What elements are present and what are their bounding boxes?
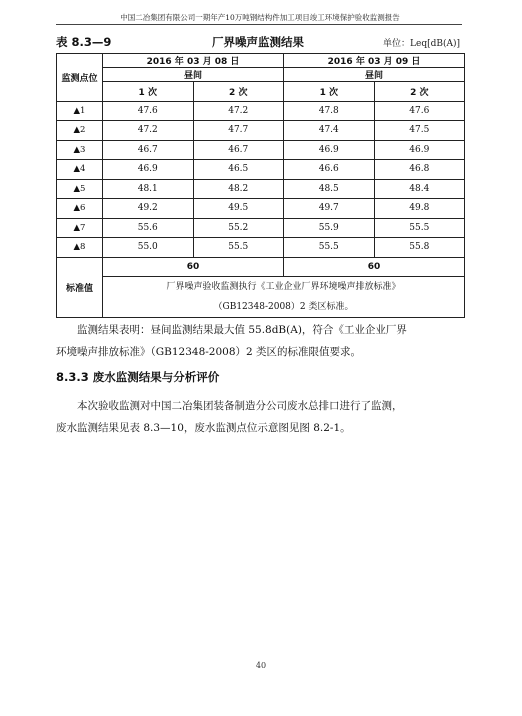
table-row	[57, 101, 465, 121]
result-line-1: 监测结果表明：昼间监测结果最大值 55.8dB(A)，符合《工业企业厂界	[77, 324, 407, 336]
standard-value: 60	[103, 257, 284, 277]
value-cell: 55.5	[374, 218, 465, 238]
wastewater-paragraph	[56, 395, 466, 439]
value-cell: 48.1	[103, 179, 194, 199]
table-row	[57, 140, 465, 160]
table-row	[57, 121, 465, 141]
header-period-1: 昼间	[103, 68, 284, 82]
header-period-2: 昼间	[284, 68, 465, 82]
point-cell: ▲5	[57, 179, 103, 199]
standard-text-row	[57, 277, 465, 298]
value-cell: 46.9	[374, 140, 465, 160]
standard-text-2: （GB12348-2008）2 类区标准。	[103, 297, 465, 318]
header-index: 2 次	[193, 82, 284, 102]
value-cell: 49.5	[193, 199, 284, 219]
point-cell: ▲6	[57, 199, 103, 219]
header-point-text: 监测点位	[61, 73, 98, 84]
point-cell: ▲1	[57, 101, 103, 121]
table-row	[57, 199, 465, 219]
value-cell: 47.7	[193, 121, 284, 141]
value-cell: 47.4	[284, 121, 375, 141]
value-cell: 48.5	[284, 179, 375, 199]
value-cell: 55.8	[374, 238, 465, 258]
value-cell: 49.8	[374, 199, 465, 219]
point-cell: ▲8	[57, 238, 103, 258]
table-row	[57, 238, 465, 258]
value-cell: 46.6	[284, 160, 375, 180]
value-cell: 47.2	[103, 121, 194, 141]
value-cell: 49.7	[284, 199, 375, 219]
value-cell: 46.7	[193, 140, 284, 160]
value-cell: 55.5	[284, 238, 375, 258]
header-date-1: 2016 年 03 月 08 日	[103, 54, 284, 68]
page-header: 中国二冶集团有限公司一期年产10万吨钢结构件加工项目竣工环境保护验收监测报告	[120, 13, 400, 22]
result-paragraph	[56, 319, 466, 363]
value-cell: 46.9	[103, 160, 194, 180]
value-cell: 55.9	[284, 218, 375, 238]
value-cell: 47.6	[374, 101, 465, 121]
result-line-2: 环境噪声排放标准》（GB12348-2008）2 类区的标准限值要求。	[56, 346, 362, 358]
value-cell: 47.6	[103, 101, 194, 121]
point-cell: ▲2	[57, 121, 103, 141]
value-cell: 46.9	[284, 140, 375, 160]
standard-row	[57, 257, 465, 277]
header-index: 1 次	[284, 82, 375, 102]
header-index: 2 次	[374, 82, 465, 102]
value-cell: 55.5	[193, 238, 284, 258]
value-cell: 55.6	[103, 218, 194, 238]
value-cell: 48.4	[374, 179, 465, 199]
standard-text-row	[57, 297, 465, 318]
table-row	[57, 160, 465, 180]
wastewater-line-2: 废水监测结果见表 8.3—10，废水监测点位示意图见图 8.2-1。	[56, 422, 351, 434]
value-cell: 46.8	[374, 160, 465, 180]
standard-label: 标准值	[57, 257, 103, 318]
value-cell: 49.2	[103, 199, 194, 219]
section-heading: 8.3.3 废水监测结果与分析评价	[56, 370, 220, 384]
value-cell: 48.2	[193, 179, 284, 199]
standard-text-1: 厂界噪声验收监测执行《工业企业厂界环境噪声排放标准》	[103, 277, 465, 298]
header-point	[57, 54, 103, 102]
point-cell: ▲4	[57, 160, 103, 180]
value-cell: 47.5	[374, 121, 465, 141]
header-date-2: 2016 年 03 月 09 日	[284, 54, 465, 68]
table-title: 厂界噪声监测结果	[212, 35, 304, 49]
page-number: 40	[255, 661, 267, 670]
wastewater-line-1: 本次验收监测对中国二冶集团装备制造分公司废水总排口进行了监测，	[77, 400, 403, 412]
point-cell: ▲3	[57, 140, 103, 160]
table-unit: 单位：Leq[dB(A)]	[383, 39, 460, 49]
value-cell: 55.0	[103, 238, 194, 258]
table-caption	[56, 32, 466, 50]
table-row	[57, 179, 465, 199]
point-cell: ▲7	[57, 218, 103, 238]
table-row	[57, 218, 465, 238]
value-cell: 46.7	[103, 140, 194, 160]
standard-value: 60	[284, 257, 465, 277]
table-number: 表 8.3—9	[56, 35, 112, 49]
header-rule	[56, 24, 462, 25]
value-cell: 47.8	[284, 101, 375, 121]
value-cell: 46.5	[193, 160, 284, 180]
value-cell: 47.2	[193, 101, 284, 121]
header-index: 1 次	[103, 82, 194, 102]
noise-table	[56, 53, 465, 318]
value-cell: 55.2	[193, 218, 284, 238]
